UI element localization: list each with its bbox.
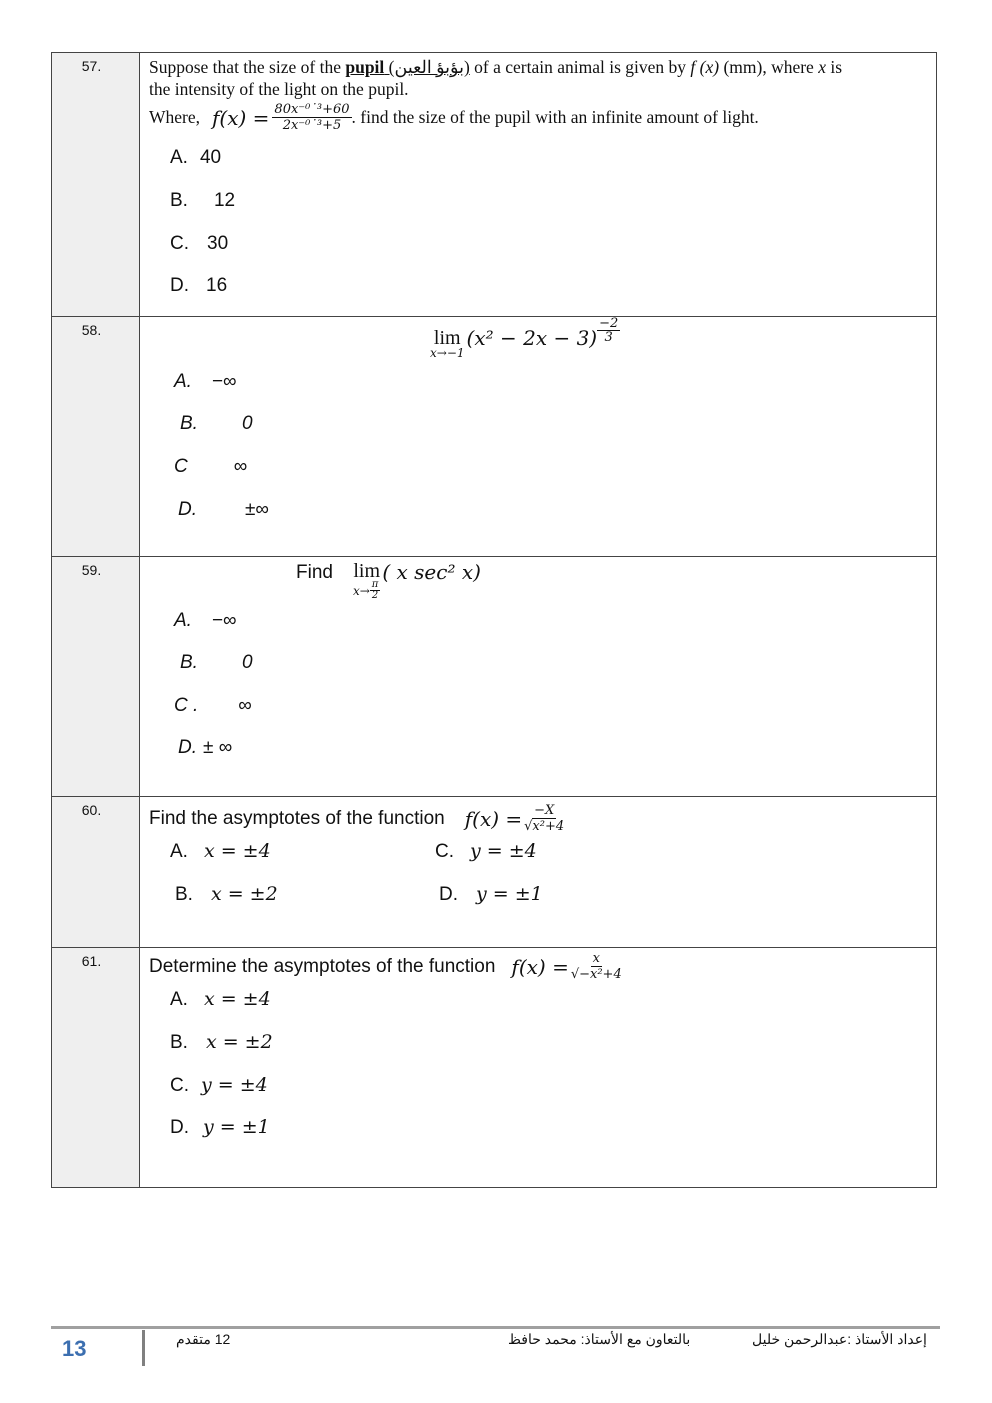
questions-table	[51, 52, 937, 1188]
question-number: 57.	[81, 58, 102, 74]
option-letter: D.	[170, 275, 189, 296]
question-number: 60.	[81, 802, 102, 818]
find-label: Find	[296, 562, 333, 583]
option-value: −∞	[211, 371, 237, 392]
option-letter: A.	[170, 989, 188, 1010]
prompt-text: Determine the asymptotes of the function	[149, 955, 496, 977]
option-b[interactable]	[170, 1031, 273, 1054]
lim-subscript-fraction	[370, 580, 381, 601]
exponent-denominator: 3	[604, 330, 613, 345]
question-number-cell	[52, 797, 140, 948]
lim-subscript-var: x→	[352, 583, 370, 598]
option-a[interactable]	[174, 371, 237, 393]
option-c[interactable]	[174, 695, 252, 717]
option-value: y = ±4	[201, 1074, 268, 1096]
question-number: 61.	[81, 953, 102, 969]
formula-line	[149, 102, 759, 133]
option-letter: A.	[174, 371, 192, 392]
question-number-cell	[52, 948, 140, 1188]
option-value: −∞	[211, 610, 237, 631]
fraction-numerator: x	[592, 951, 600, 966]
question-content	[140, 53, 937, 317]
question-content	[140, 317, 937, 557]
option-d[interactable]	[178, 499, 269, 521]
option-value: ±∞	[245, 499, 269, 520]
prompt-text: Find the asymptotes of the function	[149, 807, 445, 829]
question-number: 58.	[81, 322, 102, 338]
option-a[interactable]	[174, 610, 237, 632]
stem-arabic-term: بؤبؤ العين	[394, 57, 464, 77]
stem-tail: . find the size of the pupil with an infinite amount of light.	[351, 107, 759, 127]
option-value: x = ±2	[210, 883, 278, 905]
question-row	[52, 557, 937, 797]
question-number-cell	[52, 557, 140, 797]
option-value: ∞	[233, 456, 248, 477]
option-c[interactable]	[170, 1074, 268, 1097]
stem-bold-term: pupil	[345, 57, 385, 77]
option-value: 12	[213, 190, 236, 211]
option-value: ∞	[238, 695, 252, 716]
option-b[interactable]	[175, 883, 278, 906]
fraction-numerator: −X	[534, 803, 555, 818]
option-value: 0	[241, 413, 253, 434]
function-label: f(x) =	[464, 806, 523, 831]
lim-word: lim	[353, 560, 380, 582]
option-b[interactable]	[180, 652, 253, 674]
limit-expression	[296, 562, 481, 601]
option-c[interactable]	[174, 456, 247, 478]
option-d[interactable]	[178, 737, 232, 759]
question-row	[52, 797, 937, 948]
option-letter: B.	[180, 413, 198, 434]
exponent-fraction	[597, 317, 620, 344]
option-letter: C.	[170, 1075, 189, 1096]
footer-collaboration: بالتعاون مع الأستاذ: محمد حافظ	[508, 1331, 691, 1347]
question-number-cell	[52, 53, 140, 317]
page-number: 13	[62, 1336, 87, 1361]
option-letter: B.	[170, 190, 188, 211]
question-row	[52, 317, 937, 557]
option-letter: D.	[170, 1117, 189, 1138]
option-value: 40	[199, 147, 222, 168]
function-fraction	[571, 951, 622, 982]
question-content	[140, 557, 937, 797]
function-fraction	[524, 803, 564, 834]
stem-paren: )	[463, 57, 470, 77]
option-letter: A.	[170, 147, 188, 168]
option-d[interactable]	[170, 1116, 270, 1139]
question-content	[140, 948, 937, 1188]
where-label: Where,	[149, 107, 201, 127]
stem-text: is	[825, 57, 843, 77]
function-label: f(x) =	[212, 105, 270, 130]
option-letter: C.	[435, 841, 454, 862]
fraction-denominator: 2	[371, 590, 379, 601]
limit-body: ( x sec² x)	[382, 560, 481, 584]
option-c[interactable]	[435, 840, 537, 863]
stem-text: of a certain animal is given by	[469, 57, 691, 77]
limit-operator	[353, 562, 380, 601]
footer-divider	[51, 1326, 940, 1329]
option-letter: D.	[178, 499, 197, 520]
option-a[interactable]	[170, 147, 221, 169]
stem-text: (mm), where	[719, 57, 819, 77]
option-letter: A.	[174, 610, 192, 631]
option-value: 30	[207, 233, 229, 254]
lim-word: lim	[433, 327, 461, 349]
limit-expression	[430, 316, 620, 360]
option-value: x = ±2	[205, 1031, 273, 1053]
option-c[interactable]	[170, 233, 228, 255]
footer-separator	[142, 1330, 145, 1366]
option-b[interactable]	[180, 413, 253, 435]
option-letter: D.	[178, 737, 197, 758]
lim-subscript	[353, 580, 380, 601]
option-a[interactable]	[170, 988, 271, 1011]
option-letter: D.	[439, 884, 458, 905]
question-prompt	[149, 803, 564, 834]
option-letter: B.	[170, 1032, 188, 1053]
stem-x: x	[818, 57, 826, 77]
option-a[interactable]	[170, 840, 271, 863]
exponent-numerator: −2	[599, 316, 619, 331]
option-value: ± ∞	[203, 737, 233, 758]
option-letter: B.	[175, 884, 193, 905]
question-number-cell	[52, 317, 140, 557]
question-stem	[140, 53, 936, 100]
question-content	[140, 797, 937, 948]
stem-fx: f (x)	[690, 57, 720, 77]
footer-level: 12 متقدم	[176, 1331, 231, 1347]
pi-symbol: π	[371, 579, 379, 590]
option-letter: C.	[170, 233, 189, 254]
stem-paren: (	[384, 57, 395, 77]
option-value: y = ±1	[476, 883, 543, 905]
lim-subscript: x→−1	[430, 346, 465, 360]
option-d[interactable]	[170, 275, 227, 297]
fraction-denominator: √x²+4	[524, 819, 565, 834]
option-value: 16	[206, 275, 228, 296]
stem-text: Suppose that the size of the	[149, 57, 346, 77]
question-row	[52, 948, 937, 1188]
function-fraction	[272, 102, 351, 133]
option-b[interactable]	[170, 190, 235, 212]
fraction-denominator: √−x²+4	[570, 967, 622, 982]
question-prompt	[149, 951, 622, 982]
option-value: x = ±4	[203, 988, 271, 1010]
option-value: y = ±1	[203, 1116, 270, 1138]
question-row	[52, 53, 937, 317]
stem-text: the intensity of the light on the pupil.	[149, 79, 409, 99]
option-d[interactable]	[439, 883, 543, 906]
limit-operator	[430, 329, 465, 359]
option-value: x = ±4	[203, 840, 271, 862]
limit-body: (x² − 2x − 3)	[466, 326, 598, 350]
option-letter: B.	[180, 652, 198, 673]
option-letter: A.	[170, 841, 188, 862]
option-letter: C .	[174, 695, 199, 716]
option-value: y = ±4	[470, 840, 537, 862]
footer-author: إعداد الأستاذ :عبدالرحمن خليل	[752, 1331, 927, 1347]
question-number: 59.	[81, 562, 102, 578]
fraction-numerator: 80x⁻⁰˙³+60	[274, 102, 350, 117]
option-letter: C	[174, 456, 188, 477]
function-label: f(x) =	[511, 954, 569, 979]
fraction-denominator: 2x⁻⁰˙³+5	[282, 118, 342, 133]
option-value: 0	[241, 652, 253, 673]
